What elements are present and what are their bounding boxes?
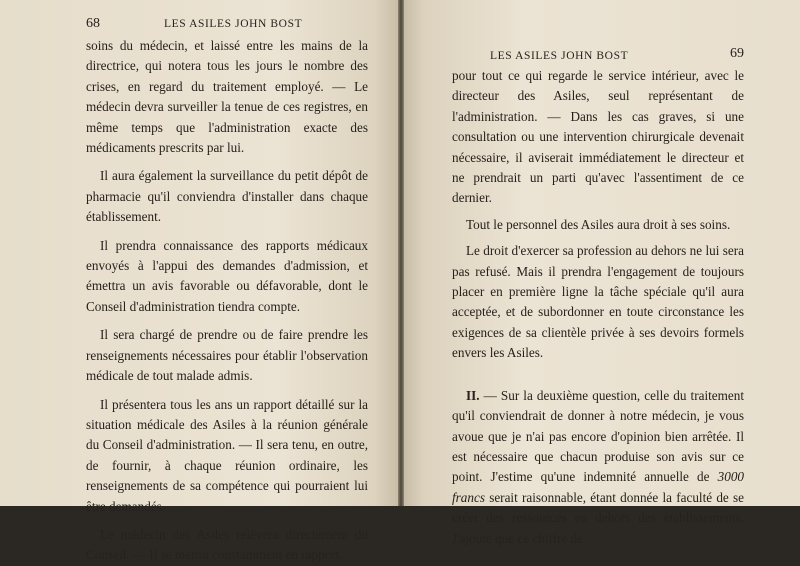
left-page-header	[86, 16, 368, 34]
page-number-right: 69	[730, 46, 744, 61]
paragraph: Il aura également la surveillance du petit dépôt de pharmacie qu'il conviendra d'installer dans chaque établissement.	[86, 168, 368, 225]
section-text-end: serait raisonnable, étant donnée la faculté de se créer des ressources en dehors des établissements. J'ajoute que ce chiffre de	[452, 489, 744, 546]
paragraph: Il sera chargé de prendre ou de faire prendre les renseignements nécessaires pour établir l'observation médicale de tout malade admis.	[86, 327, 368, 384]
left-page-text	[86, 36, 368, 566]
paragraph: pour tout ce qui regarde le service intérieur, avec le directeur des Asiles, seul représentant de l'administration. — Dans les cas graves, si une consultation ou une intervention chirurgicale devenait nécessaire, il aviserait immédiatement le directeur et ne prendrait un parti qu'avec l'assentiment de ce dernier.	[452, 68, 744, 206]
left-page	[0, 0, 398, 563]
running-head-left: LES ASILES JOHN BOST	[164, 18, 303, 30]
right-page-text	[452, 66, 744, 549]
section-paragraph	[452, 386, 744, 549]
section-emphasis: 3000 francs	[452, 469, 744, 505]
section-text: — Sur la deuxième question, celle du traitement qu'il conviendrait de donner à notre médecin, je vous avoue que je n'ai pas encore d'opinion bien arrêtée. Il est nécessaire que chacun produise son avis sur ce point. J'estime qu'une indemnité annuelle de	[452, 387, 744, 485]
right-page	[404, 0, 800, 546]
paragraph: Le médecin des Asiles relèvera directement du Conseil. — Il se mettra constamment en rapport,	[86, 526, 368, 563]
section-label: II.	[466, 387, 480, 403]
paragraph: Tout le personnel des Asiles aura droit à ses soins.	[466, 216, 731, 232]
paragraph: Le droit d'exercer sa profession au dehors ne lui sera pas refusé. Mais il prendra l'engagement de toujours placer en première ligne la tâche spéciale qu'il aura acceptée, et de subordonner en toute circonstance les exigences de sa clientèle privée à ses devoirs formels envers les Asiles.	[452, 243, 744, 361]
paragraph: soins du médecin, et laissé entre les mains de la directrice, qui notera tous les jours le nombre des crises, en regard du traitement employé. — Le médecin devra surveiller la tenue de ces registres, en même temps que l'administration exacte des médicaments prescrits par lui.	[86, 38, 368, 156]
right-page-header	[452, 44, 744, 62]
paragraph: Il présentera tous les ans un rapport détaillé sur la situation médicale des Asiles à la réunion générale du Conseil d'administration. — Il sera tenu, en outre, de fournir, à chaque réunion ordinaire, les renseignements de sa compétence qui pourraient lui être demandés.	[86, 396, 368, 514]
paragraph: Il prendra connaissance des rapports médicaux envoyés à l'appui des demandes d'admission, et émettra un avis favorable ou défavorable, dont le Conseil d'administration tiendra compte.	[86, 237, 368, 314]
page-number-left: 68	[86, 16, 100, 31]
running-head-right: LES ASILES JOHN BOST	[490, 50, 629, 62]
